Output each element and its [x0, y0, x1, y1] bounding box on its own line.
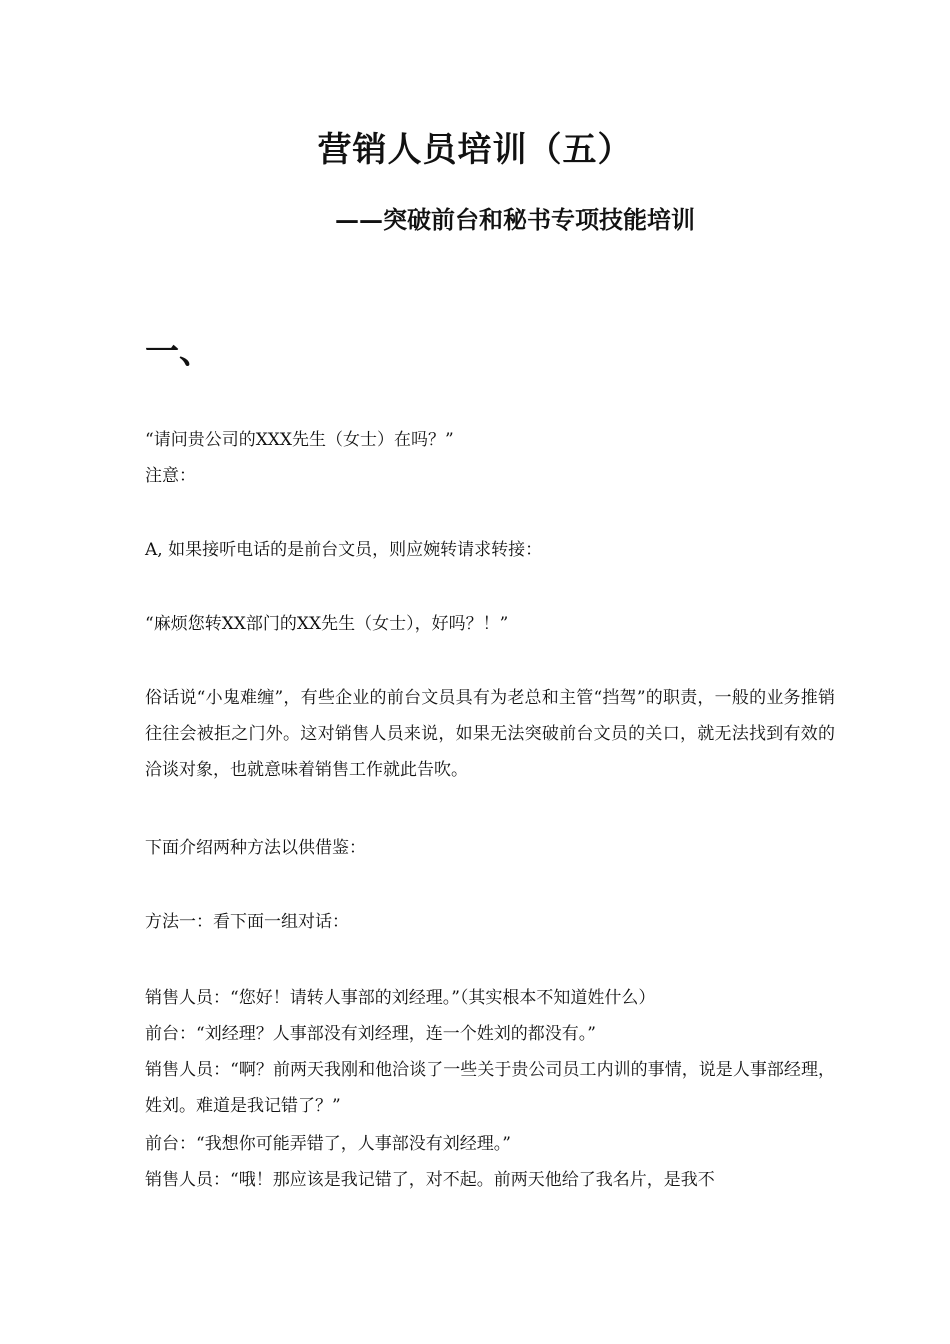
- dialogue-line: 前台：“我想你可能弄错了，人事部没有刘经理。”: [145, 1134, 511, 1154]
- document-title: 营销人员培训（五）: [317, 130, 633, 170]
- methods-intro: 下面介绍两种方法以供借鉴：: [145, 838, 366, 858]
- proverb-paragraph: 俗话说“小鬼难缠”，有些企业的前台文员具有为老总和主管“挡驾”的职责，一般的业务推销往往会被拒之门外。这对销售人员来说，如果无法突破前台文员的关口，就无法找到有效的洽谈对象，也就意味着销售工作就此告吹。: [145, 688, 835, 780]
- dialogue-line: 销售人员：“啊？前两天我刚和他洽谈了一些关于贵公司员工内训的事情，说是人事部经理，姓刘。难道是我记错了？”: [145, 1060, 835, 1116]
- section-heading: 一、: [145, 332, 213, 372]
- dialogue-line: 前台：“刘经理？人事部没有刘经理，连一个姓刘的都没有。”: [145, 1024, 596, 1044]
- transfer-request: “麻烦您转XX部门的XX先生（女士），好吗？！”: [145, 614, 509, 634]
- point-a: A, 如果接听电话的是前台文员，则应婉转请求转接：: [145, 540, 543, 560]
- dialogue-line: 销售人员：“哦！那应该是我记错了，对不起。前两天他给了我名片，是我不: [145, 1170, 715, 1190]
- method-one-heading: 方法一：看下面一组对话：: [145, 912, 349, 932]
- note-label: 注意：: [145, 466, 196, 486]
- dialogue-line: 销售人员：“您好！请转人事部的刘经理。”（其实根本不知道姓什么）: [145, 988, 656, 1008]
- document-subtitle: ——突破前台和秘书专项技能培训: [335, 205, 695, 234]
- ask-line: “请问贵公司的XXX先生（女士）在吗？”: [145, 430, 454, 450]
